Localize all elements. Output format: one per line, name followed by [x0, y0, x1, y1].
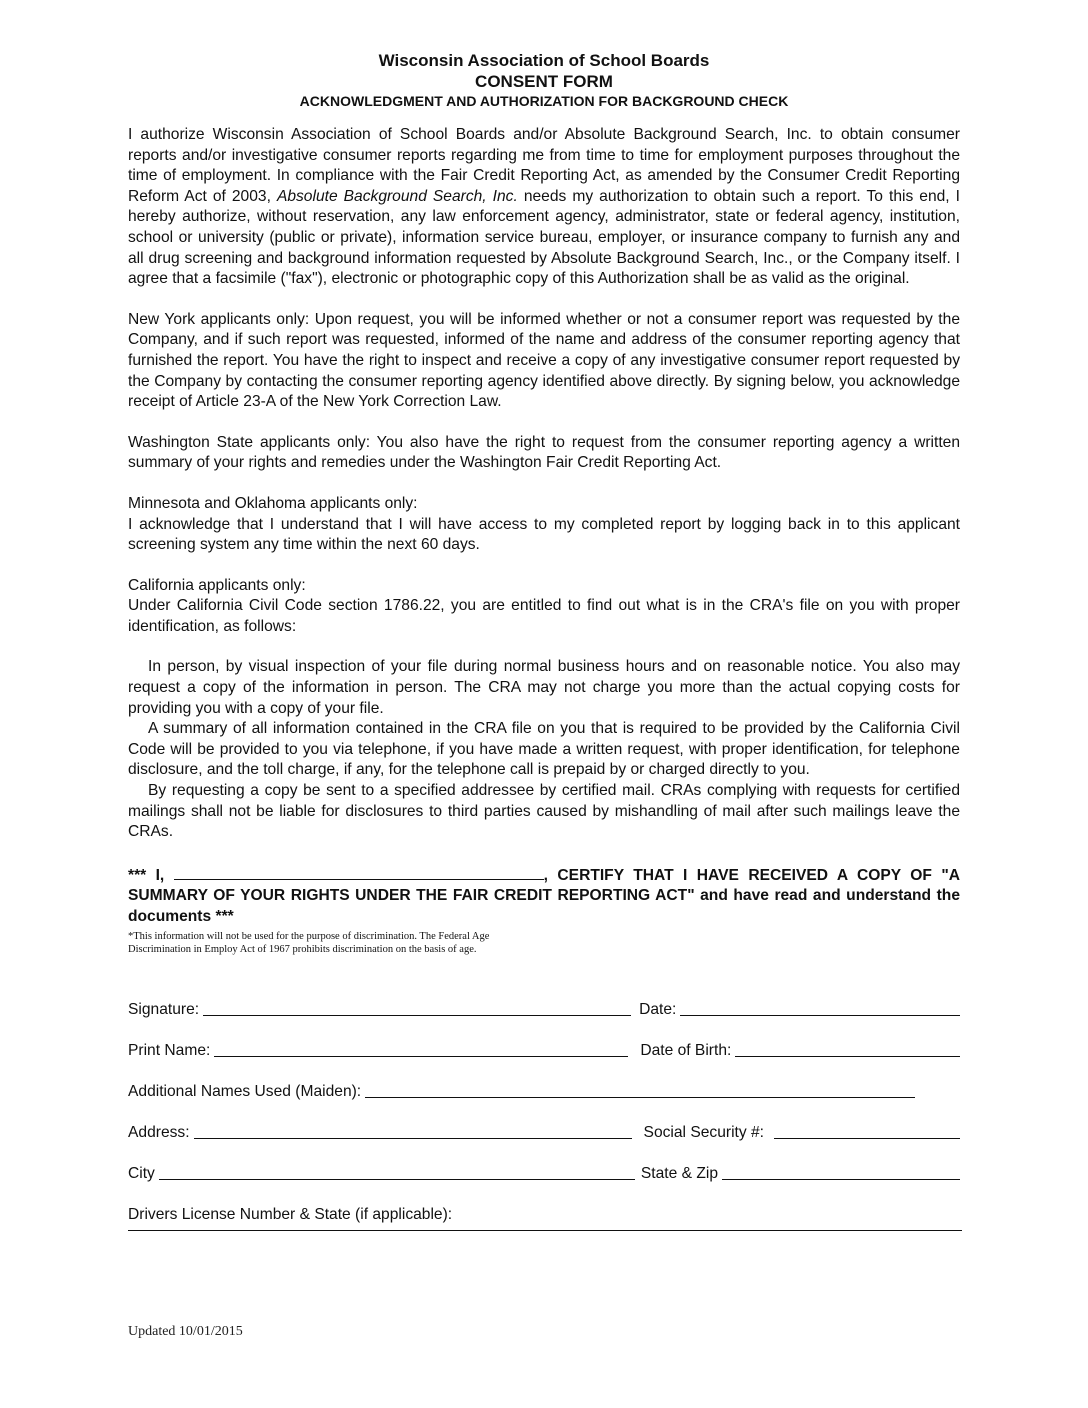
authorization-text-1: I authorize Wisconsin Association of School Boards and/or Absolute Background Search, Inc. to obtain consumer reports and/or investigative consumer reports regarding me from time to time for employment purposes throughout the time of employment. In compliance with the Fair Credit Reporting Act, as amended by the Consumer Credit Reporting Reform Act of 2003, [128, 126, 960, 205]
mn-ok-paragraph: I acknowledge that I understand that I will have access to my completed report by logging back in to this applicant screening system any time within the next 60 days. [128, 515, 960, 554]
row-signature-date [128, 978, 960, 1019]
dob-label: Date of Birth: [640, 1041, 732, 1059]
form-subtitle: ACKNOWLEDGMENT AND AUTHORIZATION FOR BACKGROUND CHECK [299, 93, 789, 109]
updated-date: Updated 10/01/2015 [128, 1324, 243, 1339]
ssn-field[interactable] [774, 1138, 960, 1139]
washington-paragraph: Washington State applicants only: You also have the right to request from the consumer reporting agency a written summary of your rights and remedies under the Washington Fair Credit Reporting Act. [128, 433, 960, 472]
certification-statement [128, 865, 960, 928]
row-additional-names [128, 1060, 960, 1101]
dob-field[interactable] [735, 1056, 960, 1057]
cert-prefix: *** I, [128, 866, 174, 884]
date-field[interactable] [680, 1015, 960, 1016]
city-label: City [128, 1164, 155, 1182]
mn-ok-heading: Minnesota and Oklahoma applicants only: [128, 494, 418, 512]
drivers-license-label: Drivers License Number & State (if applicable): [128, 1205, 453, 1223]
address-label: Address: [128, 1123, 190, 1141]
state-zip-label: State & Zip [640, 1164, 718, 1182]
ca-item-in-person: In person, by visual inspection of your file during normal business hours and on reasonable notice. You also may request a copy of the information in person. The CRA may not charge you more than the actual copying costs for providing you with a copy of your file. [128, 658, 960, 717]
additional-names-label: Additional Names Used (Maiden): [128, 1082, 362, 1100]
ca-heading: California applicants only: [128, 576, 306, 594]
ssn-label: Social Security #: [643, 1123, 765, 1141]
signature-label: Signature: [128, 1000, 200, 1018]
ca-paragraph: Under California Civil Code section 1786.22, you are entitled to find out what is in the CRA's file on you with proper identification, as follows: [128, 597, 960, 635]
signature-field[interactable] [203, 1015, 631, 1016]
print-name-field[interactable] [214, 1056, 628, 1057]
discrimination-note-1: *This information will not be used for the purpose of discrimination. The Federal Age [128, 930, 490, 942]
new-york-paragraph: New York applicants only: Upon request, you will be informed whether or not a consumer report was requested by the Company, and if such report was requested, informed of the name and address of the consumer reporting agency that furnished the report. You have the right to inspect and receive a copy of any investigative consumer report requested by the Company by contacting the consumer reporting agency identified above directly. By signing below, you acknowledge receipt of Article 23-A of the New York Correction Law. [128, 310, 960, 411]
state-zip-field[interactable] [722, 1179, 960, 1180]
row-name-dob [128, 1019, 960, 1060]
applicant-fields [128, 978, 960, 1231]
row-drivers-license [128, 1183, 960, 1224]
address-field[interactable] [194, 1138, 632, 1139]
consent-form-page [128, 50, 960, 1234]
city-field[interactable] [159, 1179, 635, 1180]
date-label: Date: [639, 1000, 677, 1018]
row-address-ssn [128, 1101, 960, 1142]
org-title: Wisconsin Association of School Boards [378, 51, 710, 70]
authorization-company: Absolute Background Search, Inc. [276, 187, 518, 205]
print-name-label: Print Name: [128, 1041, 211, 1059]
row-city-state [128, 1142, 960, 1183]
form-title: CONSENT FORM [475, 72, 613, 91]
authorization-paragraph [128, 125, 960, 290]
additional-names-field[interactable] [365, 1097, 915, 1098]
cert-suffix: , CERTIFY THAT I HAVE RECEIVED A COPY OF "A SUMMARY OF YOUR RIGHTS UNDER THE FAIR CREDIT REPORTING ACT" and have read and understand the documents *** [128, 866, 960, 925]
certify-name-blank[interactable] [174, 865, 544, 880]
discrimination-note-2: Discrimination in Employ Act of 1967 prohibits discrimination on the basis of age. [128, 943, 477, 955]
authorization-text-2: needs my authorization to obtain such a report. To this end, I hereby authorize, without reservation, any law enforcement agency, administrator, state or federal agency, institution, school or university (public or private), information service bureau, employer, or insurance company to furnish any and all drug screening and background information requested by Absolute Background Search, Inc., or the Company itself. I agree that a facsimile ("fax"), electronic or photographic copy of this Authorization shall be as valid as the original. [128, 187, 961, 288]
ca-item-certified-mail: By requesting a copy be sent to a specified addressee by certified mail. CRAs complying with requests for certified mailings shall not be liable for disclosures to third parties caused by mishandling of mail after such mailings leave the CRAs. [128, 782, 960, 841]
ca-item-telephone: A summary of all information contained in the CRA file on you that is required to be provided by the California Civil Code will be provided to you via telephone, if you have made a written request, with proper identification, for telephone disclosure, and the toll charge, if any, for the telephone call is prepaid by or charged directly to you. [128, 720, 960, 779]
drivers-license-field[interactable] [128, 1230, 962, 1231]
